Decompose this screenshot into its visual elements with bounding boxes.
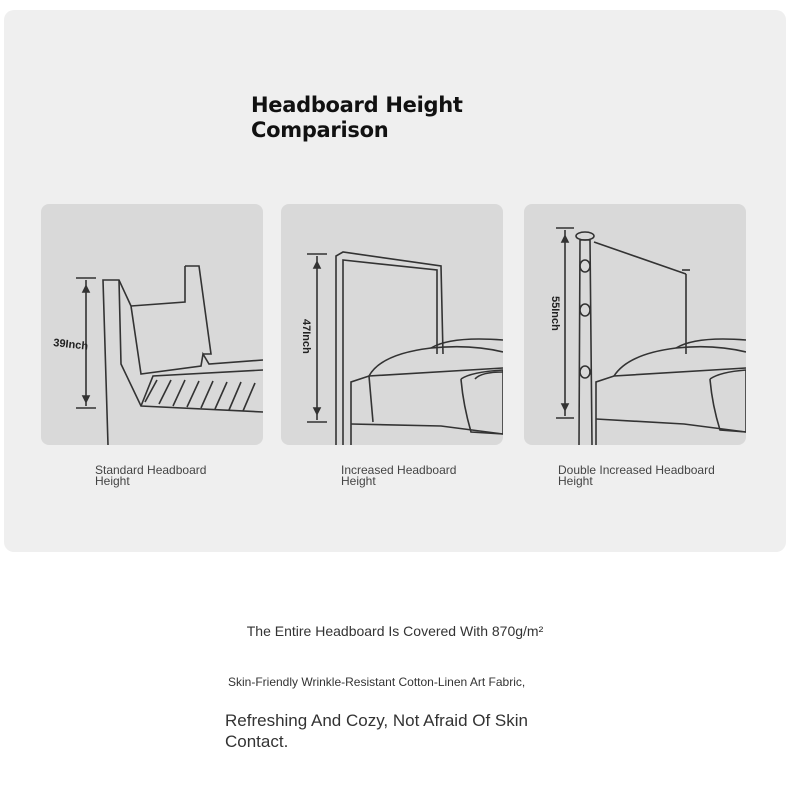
double-increased-caption-line-1: Double Increased Headboard xyxy=(558,463,715,477)
comfort-text-line-1: Refreshing And Cozy, Not Afraid Of Skin xyxy=(225,711,528,730)
increased-caption-line-2: Height xyxy=(341,474,376,488)
fabric-type-text: Skin-Friendly Wrinkle-Resistant Cotton-Linen Art Fabric, xyxy=(228,675,526,689)
standard-caption-line-2: Height xyxy=(95,474,130,488)
double-increased-caption-line-2: Height xyxy=(558,474,593,488)
double-increased-caption xyxy=(558,465,715,487)
title-line-1: Headboard Height xyxy=(251,93,463,117)
increased-headboard-illustration xyxy=(281,204,503,445)
increased-caption xyxy=(341,465,456,487)
increased-headboard-card xyxy=(281,204,503,445)
fabric-weight-text: The Entire Headboard Is Covered With 870g/m² xyxy=(246,623,544,639)
comfort-text-line-2: Contact. xyxy=(225,732,289,751)
standard-caption-line-1: Standard Headboard xyxy=(95,463,207,477)
increased-height-label: 47Inch xyxy=(300,319,312,354)
standard-headboard-illustration xyxy=(41,204,263,445)
title-line-2: Comparison xyxy=(251,118,389,142)
standard-height-label: 39Inch xyxy=(52,337,89,353)
standard-caption xyxy=(95,465,206,487)
comfort-text xyxy=(225,710,528,752)
double-increased-headboard-card xyxy=(524,204,746,445)
double-increased-headboard-illustration xyxy=(524,204,746,445)
increased-caption-line-1: Increased Headboard xyxy=(341,463,457,477)
standard-headboard-card xyxy=(41,204,263,445)
double-increased-height-label: 55Inch xyxy=(549,296,561,331)
section-title xyxy=(251,93,463,143)
